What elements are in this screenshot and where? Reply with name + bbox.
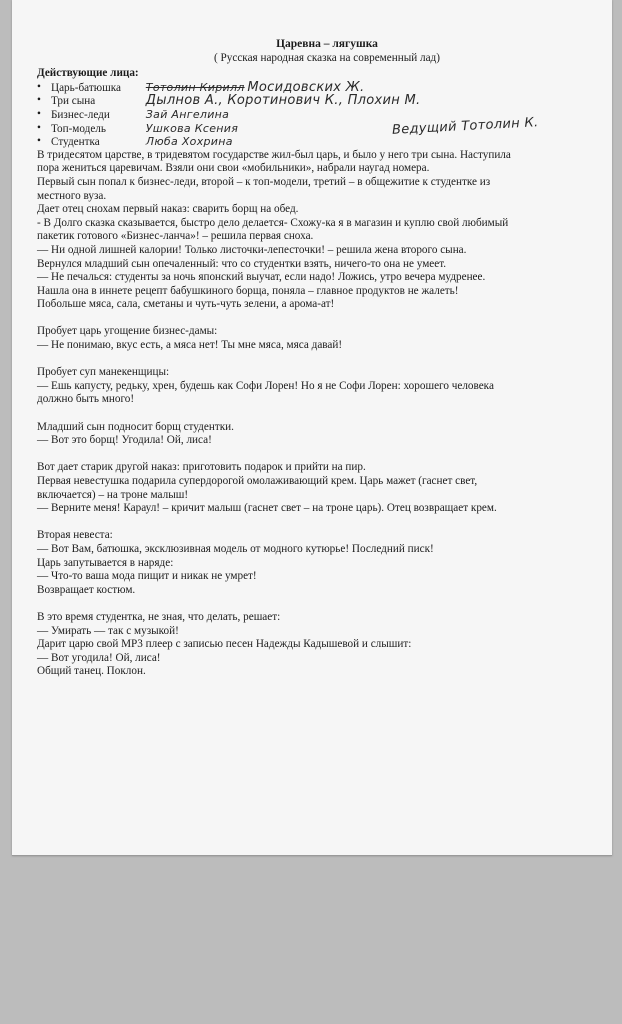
- handwritten-actor-extra: Мосидовских Ж.: [247, 79, 365, 95]
- text-line: — Ешь капусту, редьку, хрен, будешь как Софи Лорен! Но я не Софи Лорен: хорошего человека: [37, 379, 494, 392]
- text-line: местного вуза.: [37, 189, 107, 202]
- text-line: - В Долго сказка сказывается, быстро дело делается- Схожу-ка я в магазин и куплю свой любимый: [37, 216, 509, 229]
- text-line: Побольше мяса, сала, сметаны и чуть-чуть зелени, а арома-ат!: [37, 298, 335, 311]
- cast-item-student: [37, 135, 577, 149]
- text-line: Первый сын попал к бизнес-леди, второй – к топ-модели, третий – в общежитие к студентке из: [37, 175, 491, 188]
- text-line: — Не понимаю, вкус есть, а мяса нет! Ты мне мяса, мяса давай!: [37, 339, 343, 352]
- text-line: — Что-то ваша мода пищит и никак не умрет!: [37, 570, 257, 583]
- text-line: пора жениться царевичам. Взяли они свои «мобильники», набрали наугад номера.: [37, 162, 430, 175]
- text-line: — Умирать — так с музыкой!: [37, 624, 179, 637]
- text-line: Вернулся младший сын опечаленный: что со студентки взять, ничего-то она не умеет.: [37, 257, 447, 270]
- text-line: — Верните меня! Караул! – кричит малыш (гаснет свет – на троне царь). Отец возвращает крем.: [37, 502, 497, 515]
- handwritten-actor: Тотолин Кирилл: [145, 80, 245, 94]
- text-line: — Вот Вам, батюшка, эксклюзивная модель от модного кутюрье! Последний писк!: [37, 542, 434, 555]
- cast-role: Топ-модель: [51, 122, 106, 135]
- text-line: Вот дает старик другой наказ: приготовить подарок и прийти на пир.: [37, 461, 366, 474]
- text-line: — Вот это борщ! Угодила! Ой, лиса!: [37, 434, 212, 447]
- handwritten-actor: Ушкова Ксения: [145, 121, 239, 135]
- cast-item-sons: [37, 94, 577, 108]
- cast-role: Бизнес-леди: [51, 108, 110, 121]
- handwritten-actor: Люба Хохрина: [145, 135, 233, 149]
- text-line: включается) – на троне малыш!: [37, 488, 189, 501]
- cast-list: [37, 81, 577, 149]
- text-line: Вторая невеста:: [37, 529, 113, 542]
- text-line: Первая невестушка подарила супердорогой омолаживающий крем. Царь мажет (гаснет свет,: [37, 475, 478, 487]
- story-text: [37, 149, 577, 679]
- text-line: В это время студентка, не зная, что делать, решает:: [37, 610, 281, 623]
- text-line: Пробует суп манекенщицы:: [37, 366, 170, 379]
- cast-item-tsar: [37, 81, 577, 95]
- cast-role: Студентка: [51, 136, 100, 149]
- text-line: Нашла она в иннете рецепт бабушкиного борща, поняла – главное продуктов не жалеть!: [37, 284, 459, 297]
- handwritten-actor: Зай Ангелина: [145, 107, 230, 121]
- text-line: В тридесятом царстве, в тридевятом государстве жил-был царь, и было у него три сына. Наступила: [37, 148, 511, 161]
- text-line: Общий танец. Поклон.: [37, 665, 146, 678]
- text-line: должно быть много!: [37, 393, 135, 406]
- document-body: [37, 38, 577, 679]
- text-line: — Ни одной лишней калории! Только листочки-лепесточки! – решила жена второго сына.: [37, 243, 467, 256]
- text-line: Младший сын подносит борщ студентки.: [37, 420, 234, 433]
- text-line: Возвращает костюм.: [37, 583, 136, 596]
- handwritten-host-note: Ведущий Тотолин К.: [391, 115, 539, 138]
- document-subtitle: ( Русская народная сказка на современный лад): [214, 51, 440, 64]
- document-title: Царевна – лягушка: [276, 38, 378, 50]
- cast-role: Три сына: [51, 95, 96, 108]
- handwritten-actor: Дылнов А., Коротинович К., Плохин М.: [145, 93, 421, 109]
- text-line: Дарит царю свой MP3 плеер с записью песен Надежды Кадышевой и слышит:: [37, 638, 412, 651]
- text-line: Царь запутывается в наряде:: [37, 556, 174, 569]
- text-line: — Не печалься: студенты за ночь японский выучат, если надо! Ложись, утро вечера мудренее.: [37, 271, 486, 284]
- cast-heading: Действующие лица:: [37, 67, 139, 80]
- text-line: Дает отец снохам первый наказ: сварить борщ на обед.: [37, 203, 299, 216]
- text-line: пакетик готового «Бизнес-ланча»! – решила первая сноха.: [37, 230, 314, 243]
- cast-role: Царь-батюшка: [51, 81, 121, 94]
- text-line: Пробует царь угощение бизнес-дамы:: [37, 325, 218, 338]
- text-line: — Вот угодила! Ой, лиса!: [37, 651, 161, 664]
- document-page: [12, 0, 612, 856]
